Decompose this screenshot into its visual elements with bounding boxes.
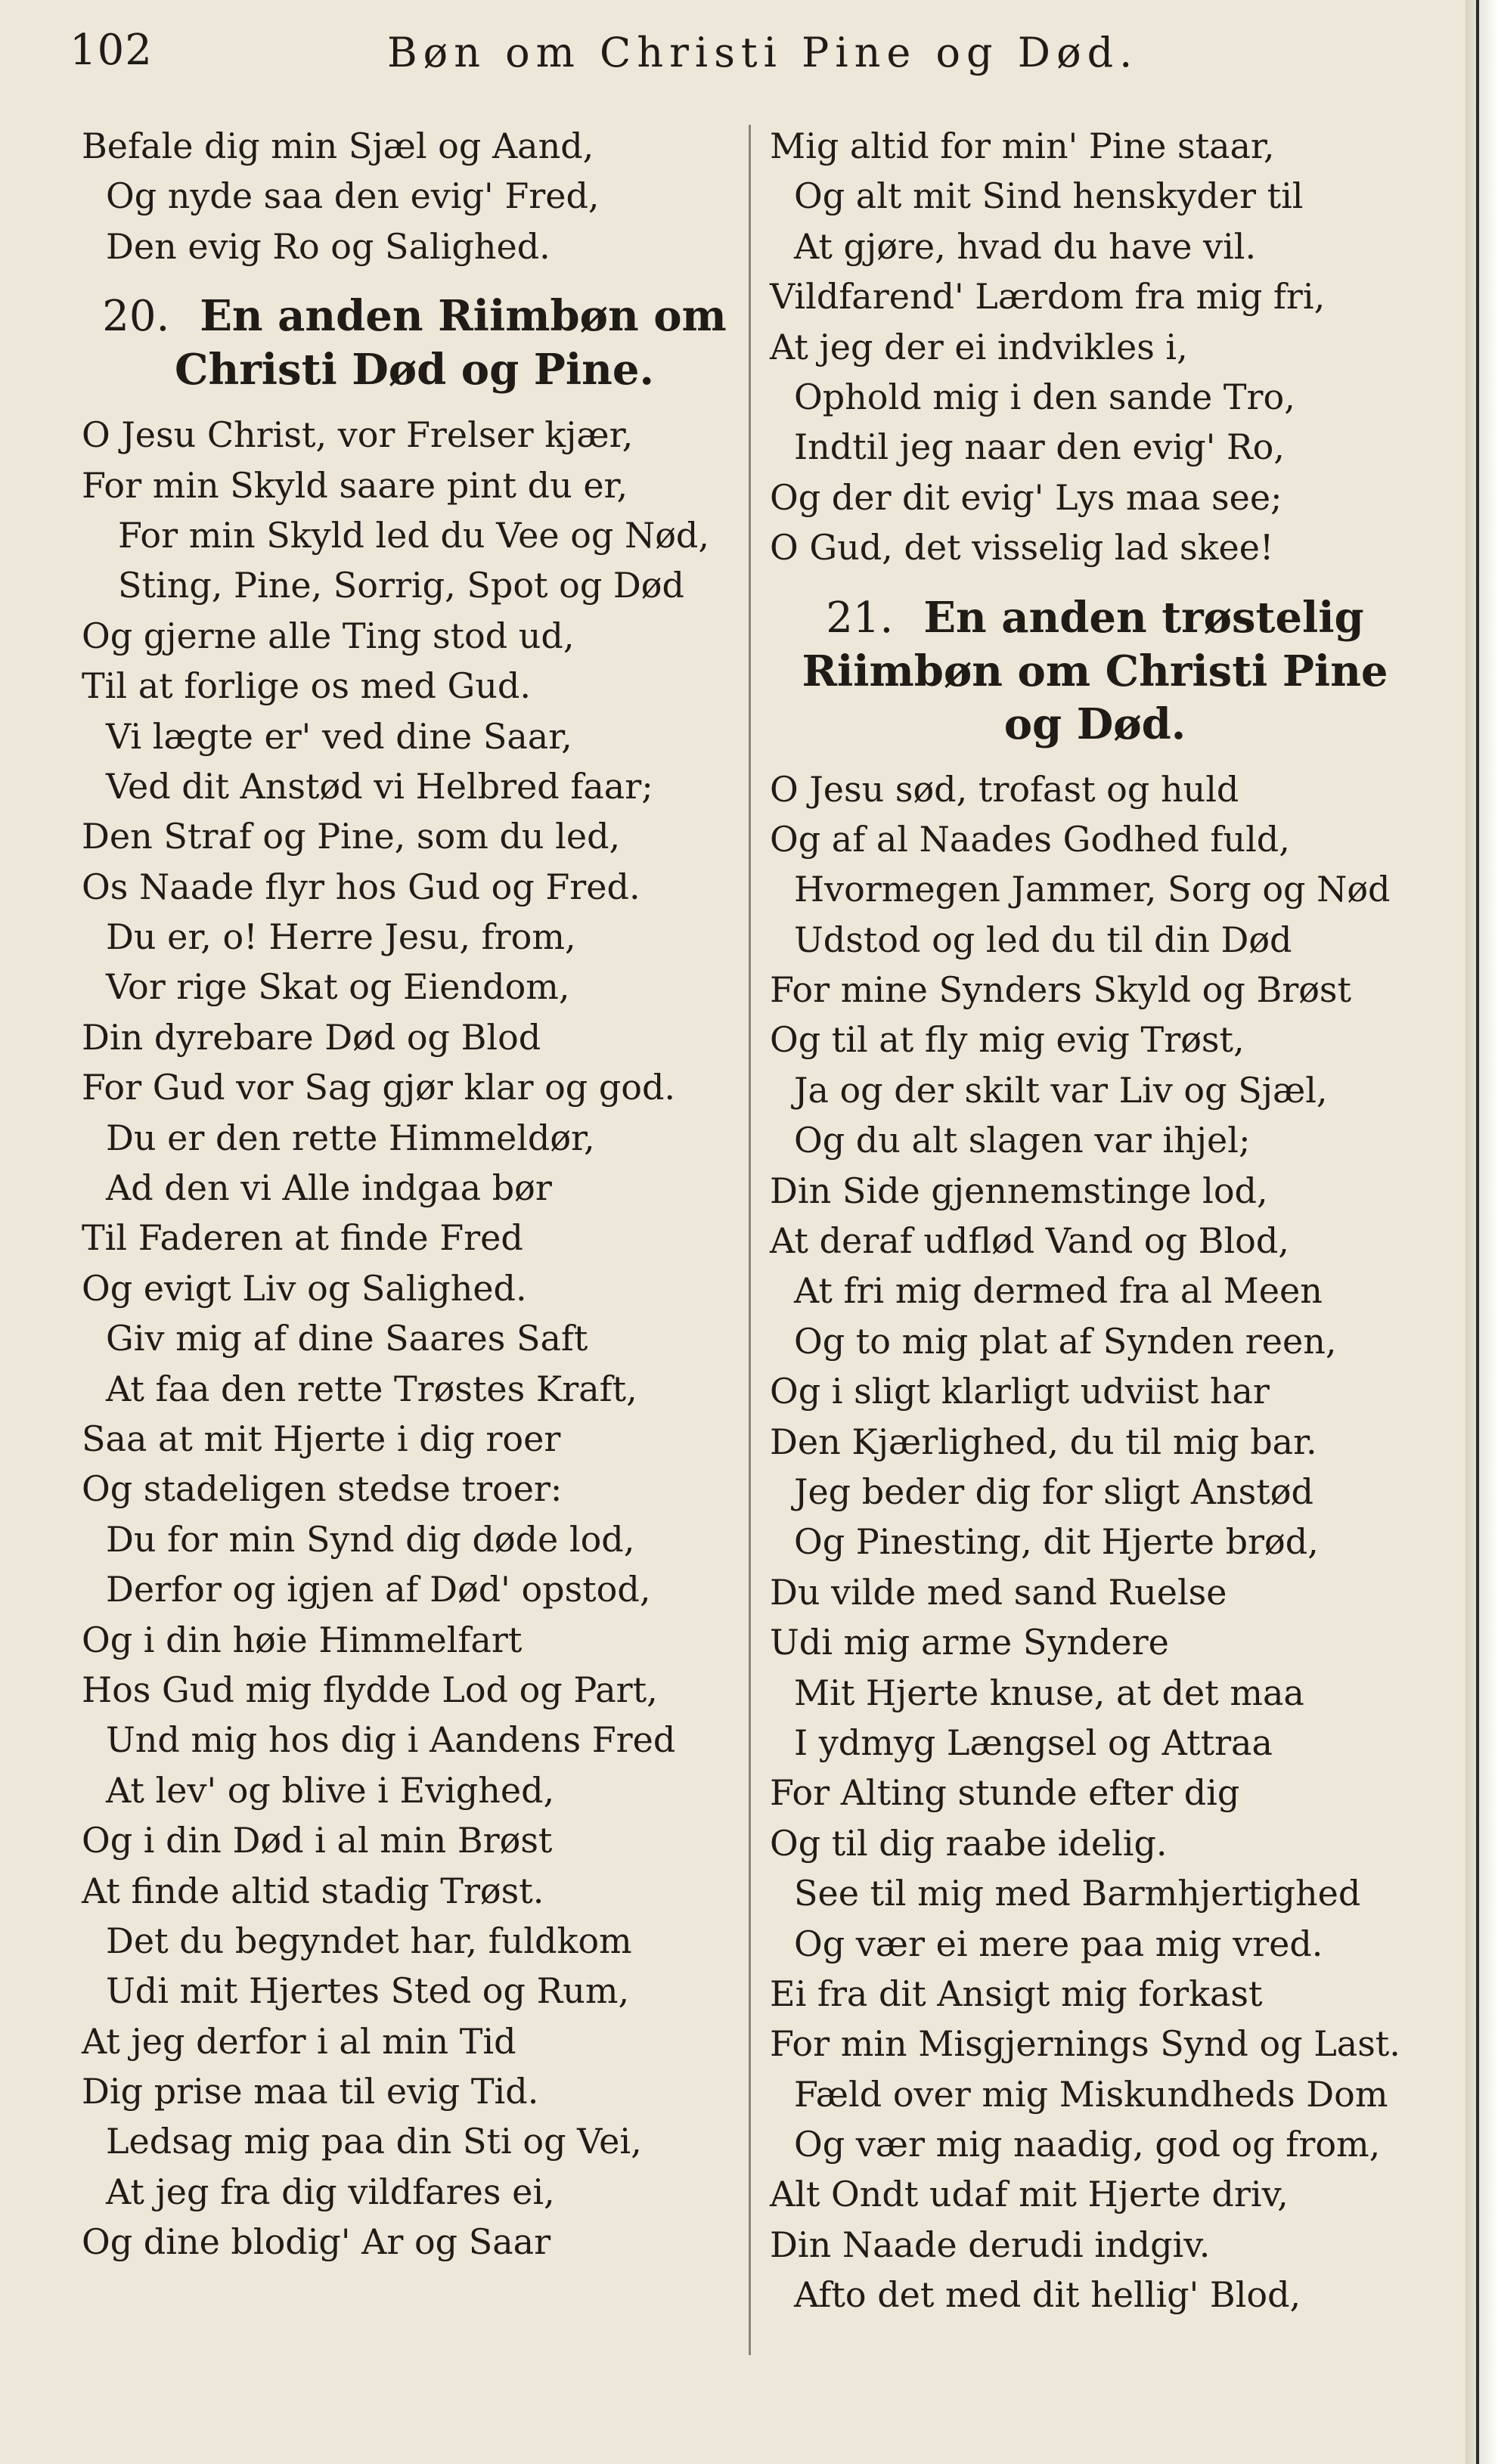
running-head: Bøn om Christi Pine og Død. bbox=[387, 29, 1139, 76]
hymn-heading: En anden Riimbøn om Christi Død og Pine. bbox=[174, 291, 727, 395]
verse-line: Vor rige Skat og Eiendom, bbox=[106, 966, 570, 1008]
verse-line: For Alting stunde efter dig bbox=[770, 1772, 1240, 1814]
hymn-title-20 bbox=[82, 290, 747, 396]
verse-line: Og du alt slagen var ihjel; bbox=[794, 1120, 1251, 1161]
verse-line: Og til dig raabe idelig. bbox=[770, 1822, 1168, 1864]
verse-line: At jeg derfor i al min Tid bbox=[82, 2020, 516, 2062]
verse-line: Den evig Ro og Salighed. bbox=[106, 225, 551, 267]
verse-line: Din Naade derudi indgiv. bbox=[770, 2224, 1211, 2265]
verse-line: Fæld over mig Miskundheds Dom bbox=[794, 2073, 1388, 2115]
verse-line: Den Kjærlighed, du til mig bar. bbox=[770, 1421, 1317, 1462]
verse-line: Alt Ondt udaf mit Hjerte driv, bbox=[770, 2174, 1289, 2215]
verse-line: Ved dit Anstød vi Helbred faar; bbox=[106, 765, 653, 807]
verse-line: See til mig med Barmhjertighed bbox=[794, 1873, 1361, 1914]
verse-line: For mine Synders Skyld og Brøst bbox=[770, 969, 1352, 1011]
verse-line: Og i din Død i al min Brøst bbox=[82, 1820, 553, 1861]
verse-line: Afto det med dit hellig' Blod, bbox=[794, 2274, 1301, 2316]
verse-line: At jeg fra dig vildfares ei, bbox=[106, 2171, 555, 2212]
verse-line: Ad den vi Alle indgaa bør bbox=[106, 1167, 552, 1209]
verse-line: Hos Gud mig flydde Lod og Part, bbox=[82, 1669, 658, 1710]
verse-line: Mig altid for min' Pine staar, bbox=[770, 126, 1275, 166]
verse-line: Og vær mig naadig, god og from, bbox=[794, 2124, 1381, 2165]
verse-line: Og til at fly mig evig Trøst, bbox=[770, 1019, 1245, 1061]
right-intro bbox=[770, 121, 1420, 573]
right-column bbox=[770, 121, 1420, 2320]
verse-line: At finde altid stadig Trøst. bbox=[82, 1870, 544, 1911]
verse-line: Ja og der skilt var Liv og Sjæl, bbox=[794, 1069, 1328, 1111]
verse-line: Du for min Synd dig døde lod, bbox=[106, 1518, 635, 1560]
verse-line: For min Misgjernings Synd og Last. bbox=[770, 2023, 1400, 2065]
verse-line: Mit Hjerte knuse, at det maa bbox=[794, 1672, 1304, 1713]
column-divider bbox=[749, 125, 751, 2355]
verse-line: I ydmyg Længsel og Attraa bbox=[794, 1722, 1273, 1763]
hymn-number: 20. bbox=[102, 292, 170, 342]
verse-line: Og nyde saa den evig' Fred, bbox=[106, 175, 600, 217]
verse-line: At jeg der ei indvikles i, bbox=[770, 326, 1188, 367]
hymn-21-lines bbox=[770, 764, 1420, 2320]
verse-line: Og af al Naades Godhed fuld, bbox=[770, 818, 1290, 860]
verse-line: Os Naade flyr hos Gud og Fred. bbox=[82, 866, 640, 907]
verse-line: Og evigt Liv og Salighed. bbox=[82, 1267, 527, 1309]
verse-line: At deraf udflød Vand og Blod, bbox=[770, 1220, 1289, 1262]
verse-line: Jeg beder dig for sligt Anstød bbox=[794, 1471, 1313, 1512]
verse-line: Udi mit Hjertes Sted og Rum, bbox=[106, 1970, 630, 2012]
verse-line: Sting, Pine, Sorrig, Spot og Død bbox=[118, 565, 684, 606]
verse-line: For min Skyld saare pint du er, bbox=[82, 464, 628, 506]
verse-line: At fri mig dermed fra al Meen bbox=[794, 1270, 1323, 1312]
verse-line: Ledsag mig paa din Sti og Vei, bbox=[106, 2121, 642, 2162]
verse-line: Udstod og led du til din Død bbox=[794, 919, 1292, 960]
verse-line: For min Skyld led du Vee og Nød, bbox=[118, 514, 709, 556]
verse-line: Udi mig arme Syndere bbox=[770, 1622, 1169, 1663]
verse-line: Og to mig plat af Synden reen, bbox=[794, 1320, 1337, 1362]
verse-line: Og stadeligen stedse troer: bbox=[82, 1468, 563, 1510]
verse-line: Du er den rette Himmeldør, bbox=[106, 1117, 595, 1158]
verse-line: At lev' og blive i Evighed, bbox=[106, 1769, 555, 1811]
verse-line: Og i din høie Himmelfart bbox=[82, 1619, 523, 1660]
verse-line: Derfor og igjen af Død' opstod, bbox=[106, 1569, 651, 1610]
verse-line: Vi lægte er' ved dine Saar, bbox=[106, 715, 572, 757]
verse-line: Hvormegen Jammer, Sorg og Nød bbox=[794, 869, 1391, 910]
hymn-number: 21. bbox=[826, 593, 894, 643]
verse-line: Vildfarend' Lærdom fra mig fri, bbox=[770, 276, 1326, 318]
verse-line: At gjøre, hvad du have vil. bbox=[794, 225, 1257, 267]
verse-line: Du vilde med sand Ruelse bbox=[770, 1571, 1227, 1613]
verse-line: Det du begyndet har, fuldkom bbox=[106, 1920, 632, 1961]
verse-line: O Gud, det visselig lad skee! bbox=[770, 527, 1274, 569]
verse-line: Befale dig min Sjæl og Aand, bbox=[82, 126, 594, 166]
verse-line: Saa at mit Hjerte i dig roer bbox=[82, 1418, 561, 1459]
binding-edge-line bbox=[1476, 0, 1479, 2464]
verse-line: Og gjerne alle Ting stod ud, bbox=[82, 615, 575, 656]
left-column bbox=[82, 121, 747, 2267]
verse-line: O Jesu Christ, vor Frelser kjær, bbox=[82, 414, 634, 456]
verse-line: Til Faderen at finde Fred bbox=[82, 1217, 523, 1259]
verse-line: Og dine blodig' Ar og Saar bbox=[82, 2221, 551, 2263]
verse-line: Og Pinesting, dit Hjerte brød, bbox=[794, 1521, 1319, 1563]
hymn-heading: En anden trøstelig Riimbøn om Christi Pine og Død. bbox=[802, 592, 1388, 749]
book-binding-edge bbox=[1465, 0, 1498, 2464]
verse-line: O Jesu sød, trofast og huld bbox=[770, 768, 1239, 810]
verse-line: Og vær ei mere paa mig vred. bbox=[794, 1923, 1323, 1964]
hymn-title-21 bbox=[770, 591, 1420, 751]
verse-line: Indtil jeg naar den evig' Ro, bbox=[794, 426, 1285, 468]
verse-line: Din Side gjennemstinge lod, bbox=[770, 1170, 1268, 1211]
verse-line: Ei fra dit Ansigt mig forkast bbox=[770, 1973, 1263, 2014]
verse-line: Til at forlige os med Gud. bbox=[82, 665, 531, 707]
verse-line: Dig prise maa til evig Tid. bbox=[82, 2071, 539, 2112]
verse-line: Und mig hos dig i Aandens Fred bbox=[106, 1719, 676, 1761]
verse-line: Ophold mig i den sande Tro, bbox=[794, 376, 1295, 417]
verse-line: Og der dit evig' Lys maa see; bbox=[770, 476, 1282, 518]
verse-line: Giv mig af dine Saares Saft bbox=[106, 1318, 588, 1359]
page-header bbox=[70, 21, 1139, 89]
page-number: 102 bbox=[70, 26, 153, 75]
verse-line: Din dyrebare Død og Blod bbox=[82, 1016, 541, 1058]
left-intro bbox=[82, 121, 747, 271]
verse-line: Den Straf og Pine, som du led, bbox=[82, 816, 621, 857]
verse-line: Du er, o! Herre Jesu, from, bbox=[106, 916, 576, 958]
verse-line: Og alt mit Sind henskyder til bbox=[794, 175, 1304, 217]
verse-line: Og i sligt klarligt udviist har bbox=[770, 1371, 1270, 1412]
verse-line: At faa den rette Trøstes Kraft, bbox=[106, 1368, 637, 1409]
hymn-20-lines bbox=[82, 410, 747, 2267]
verse-line: For Gud vor Sag gjør klar og god. bbox=[82, 1067, 676, 1108]
